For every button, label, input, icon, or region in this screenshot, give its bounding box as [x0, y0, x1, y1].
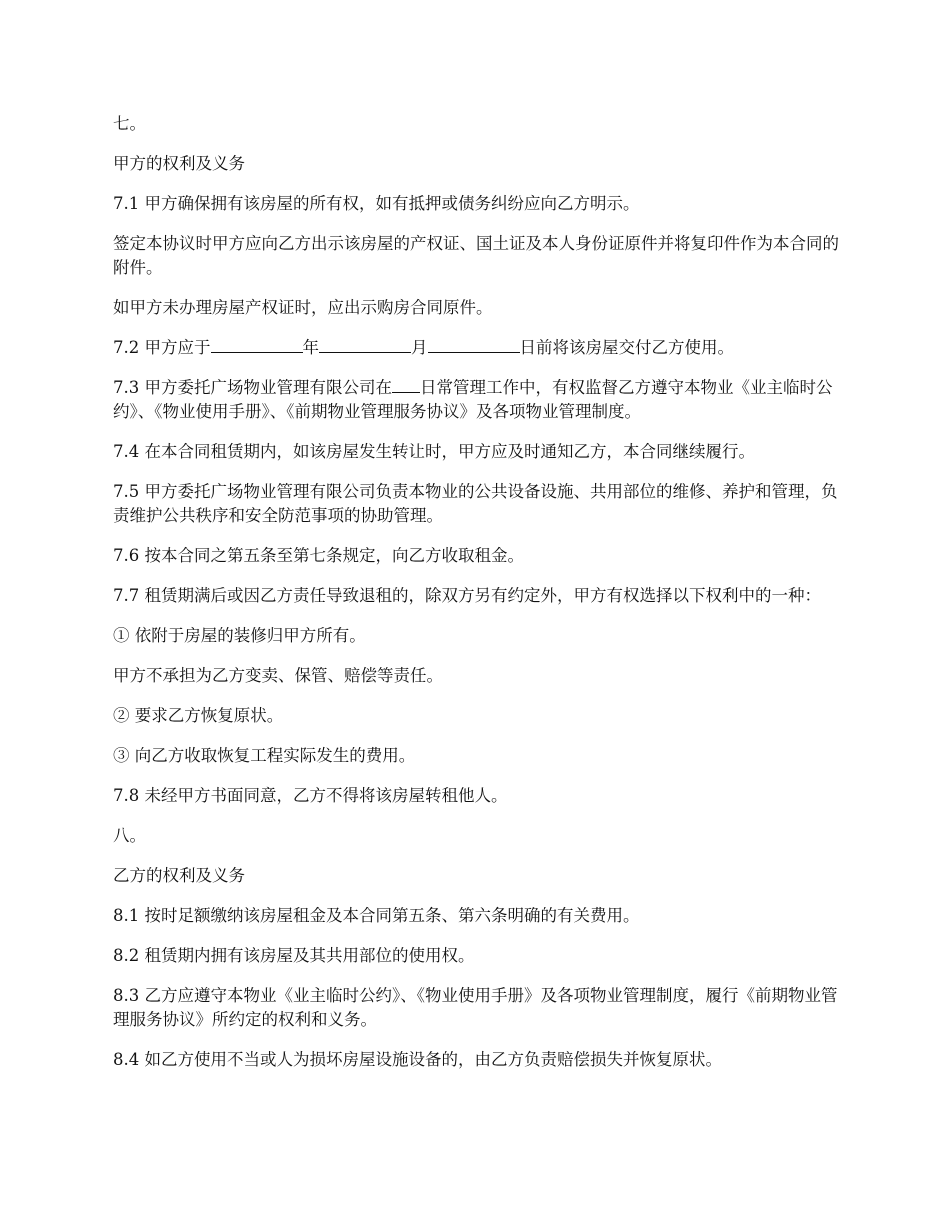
- clause-7-1: 7.1 甲方确保拥有该房屋的所有权，如有抵押或债务纠纷应向乙方明示。: [113, 194, 640, 213]
- section-title-party-b: 乙方的权利及义务: [113, 866, 245, 885]
- clause-8-2: 8.2 租赁期内拥有该房屋及其共用部位的使用权。: [113, 946, 475, 965]
- document-body: [113, 112, 841, 1088]
- clause-7-1-note: 如甲方未办理房屋产权证时，应出示购房合同原件。: [113, 298, 493, 317]
- clause-7-3-text-b: 日常管理工作中，有权监督乙方遵守本物业《业主临时公约》、《物业使用手册》、《前期物业管理服务协议》及各项物业管理制度。: [113, 378, 833, 421]
- clause-7-7: 7.7 租赁期满后或因乙方责任导致退租的，除双方另有约定外，甲方有权选择以下权利中的一种：: [113, 586, 821, 605]
- year-blank: [211, 336, 303, 353]
- clause-8-3: 8.3 乙方应遵守本物业《业主临时公约》、《物业使用手册》及各项物业管理制度，履行《前期物业管理服务协议》所约定的权利和义务。: [113, 986, 838, 1029]
- place-blank: [392, 376, 420, 393]
- clause-8-4: 8.4 如乙方使用不当或人为损坏房屋设施设备的，由乙方负责赔偿损失并恢复原状。: [113, 1050, 722, 1069]
- clause-7-8: 7.8 未经甲方书面同意，乙方不得将该房屋转租他人。: [113, 786, 508, 805]
- clause-7-7-option-1: ① 依附于房屋的装修归甲方所有。: [113, 626, 366, 645]
- clause-7-3-text-a: 7.3 甲方委托广场物业管理有限公司在: [113, 378, 392, 397]
- clause-7-5: 7.5 甲方委托广场物业管理有限公司负责本物业的公共设备设施、共用部位的维修、养护和管理，负责维护公共秩序和安全防范事项的协助管理。: [113, 482, 838, 525]
- section-heading-8: 八。: [113, 826, 146, 845]
- clause-7-2-text-a: 7.2 甲方应于: [113, 338, 211, 357]
- section-heading-7: 七。: [113, 114, 146, 133]
- section-title-party-a: 甲方的权利及义务: [113, 154, 245, 173]
- clause-7-1-detail: 签定本协议时甲方应向乙方出示该房屋的产权证、国土证及本人身份证原件并将复印件作为本合同的附件。: [113, 234, 839, 277]
- clause-7-2-text-d: 日前将该房屋交付乙方使用。: [519, 338, 734, 357]
- clause-7-4: 7.4 在本合同租赁期内，如该房屋发生转让时，甲方应及时通知乙方，本合同继续履行。: [113, 442, 755, 461]
- clause-8-1: 8.1 按时足额缴纳该房屋租金及本合同第五条、第六条明确的有关费用。: [113, 906, 640, 925]
- day-blank: [428, 336, 520, 353]
- clause-7-2: [113, 336, 841, 360]
- clause-7-7-option-3: ③ 向乙方收取恢复工程实际发生的费用。: [113, 746, 416, 765]
- clause-7-6: 7.6 按本合同之第五条至第七条规定，向乙方收取租金。: [113, 546, 524, 565]
- clause-7-7-option-1-note: 甲方不承担为乙方变卖、保管、赔偿等责任。: [113, 666, 443, 685]
- clause-7-2-text-b: 年: [302, 338, 319, 357]
- month-blank: [319, 336, 411, 353]
- clause-7-2-text-c: 月: [411, 338, 428, 357]
- clause-7-3: [113, 376, 841, 424]
- clause-7-7-option-2: ② 要求乙方恢复原状。: [113, 706, 284, 725]
